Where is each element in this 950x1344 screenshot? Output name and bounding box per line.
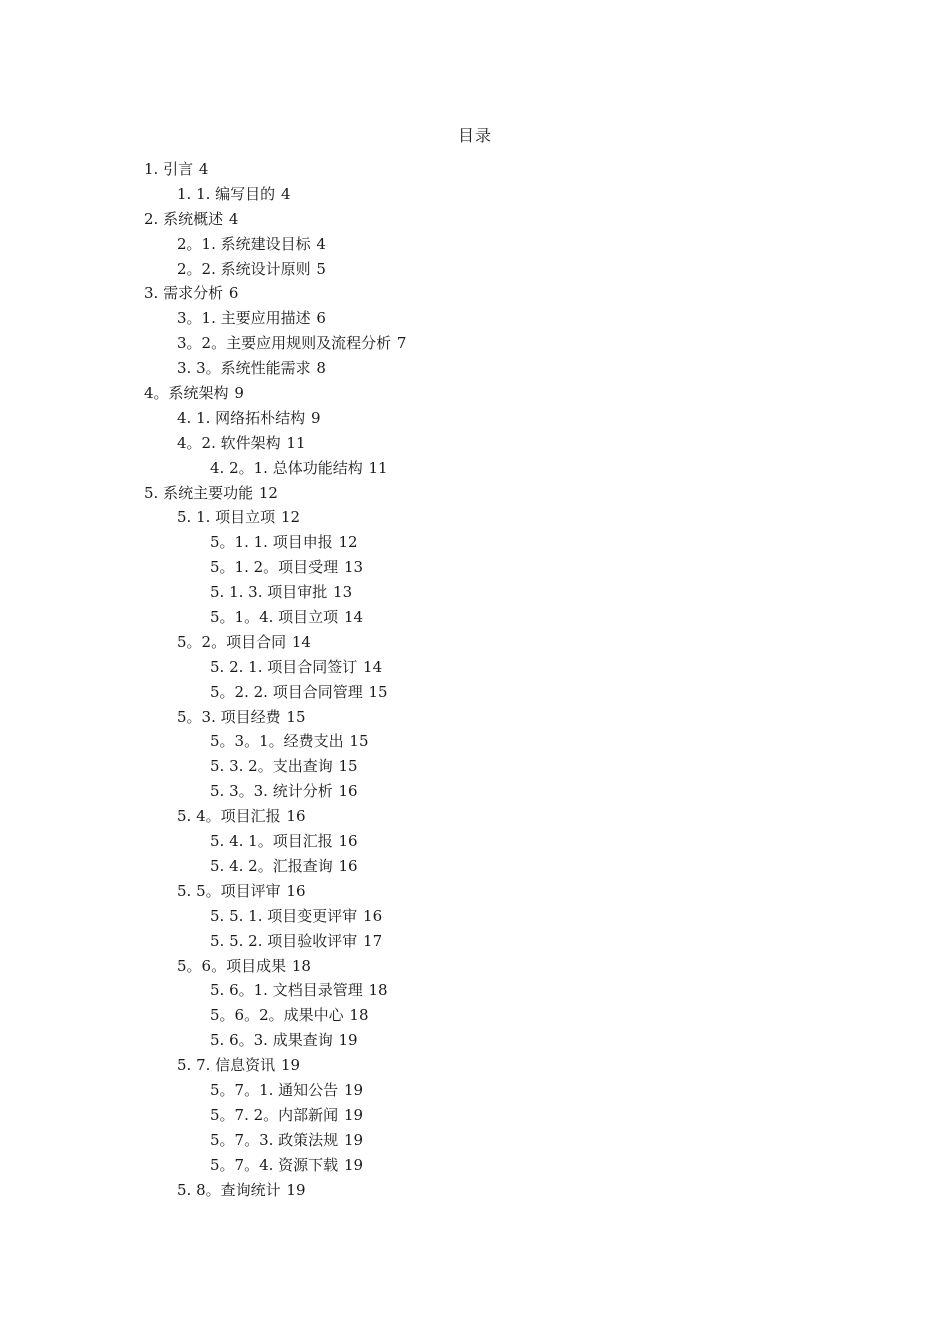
toc-entry-text: 5. 2. 1. 项目合同签订 [210, 657, 358, 676]
toc-entry-text: 3. 3。系统性能需求 [177, 359, 311, 378]
toc-entry[interactable] [0, 655, 950, 680]
toc-entry-page-number: 9 [310, 408, 321, 427]
toc-entry[interactable] [0, 1028, 950, 1053]
toc-entry-text: 5。7。3. 政策法规 [210, 1130, 339, 1149]
toc-entry-page-number: 12 [338, 533, 358, 552]
toc-entry[interactable] [0, 1153, 950, 1178]
toc-entry-text: 5。6。项目成果 [177, 956, 287, 975]
toc-entry[interactable] [0, 954, 950, 979]
toc-entry[interactable] [0, 829, 950, 854]
toc-entry-page-number: 19 [343, 1080, 364, 1099]
toc-entry-page-number: 18 [368, 981, 388, 1000]
toc-entry-text: 2。1. 系统建设目标 [177, 234, 311, 253]
toc-entry-text: 5. 4。项目汇报 [177, 807, 281, 826]
toc-entry[interactable] [0, 1178, 950, 1203]
toc-entry-text: 5. 1. 3. 项目审批 [210, 583, 328, 602]
toc-entry-page-number: 17 [363, 931, 383, 950]
toc-entry[interactable] [0, 257, 950, 282]
toc-entry-page-number: 19 [343, 1155, 364, 1174]
toc-entry-page-number: 18 [291, 956, 311, 975]
toc-entry[interactable] [0, 1003, 950, 1028]
toc-list [0, 157, 950, 1202]
toc-entry[interactable] [0, 481, 950, 506]
toc-entry[interactable] [0, 1103, 950, 1128]
toc-entry[interactable] [0, 381, 950, 406]
toc-entry[interactable] [0, 680, 950, 705]
toc-entry[interactable] [0, 157, 950, 182]
toc-entry-text: 5。2. 2. 项目合同管理 [210, 682, 363, 701]
toc-entry[interactable] [0, 605, 950, 630]
toc-entry[interactable] [0, 630, 950, 655]
toc-entry-page-number: 4 [280, 184, 291, 203]
toc-entry-text: 4. 2。1. 总体功能结构 [210, 458, 363, 477]
toc-entry[interactable] [0, 232, 950, 257]
toc-entry[interactable] [0, 1128, 950, 1153]
toc-entry-text: 5. 5. 2. 项目验收评审 [210, 931, 358, 950]
toc-entry-text: 3。1. 主要应用描述 [177, 309, 311, 328]
toc-entry[interactable] [0, 779, 950, 804]
toc-entry[interactable] [0, 1053, 950, 1078]
toc-entry-text: 5. 4. 1。项目汇报 [210, 832, 333, 851]
toc-entry[interactable] [0, 182, 950, 207]
toc-entry-text: 5. 系统主要功能 [144, 483, 254, 502]
toc-entry-page-number: 14 [343, 608, 364, 627]
toc-entry-page-number: 16 [338, 856, 358, 875]
toc-entry-text: 5. 5. 1. 项目变更评审 [210, 906, 358, 925]
toc-entry-text: 5. 7. 信息资讯 [177, 1056, 276, 1075]
toc-entry[interactable] [0, 580, 950, 605]
toc-entry-page-number: 15 [368, 682, 388, 701]
toc-entry-page-number: 19 [280, 1056, 301, 1075]
toc-entry-page-number: 13 [333, 583, 353, 602]
toc-entry-page-number: 14 [363, 657, 383, 676]
toc-entry-text: 5. 4. 2。汇报查询 [210, 856, 333, 875]
toc-entry-page-number: 4 [198, 160, 209, 178]
toc-entry-text: 5. 5。项目评审 [177, 881, 281, 900]
toc-entry-text: 5. 6。1. 文档目录管理 [210, 981, 363, 1000]
toc-entry-text: 5。1. 1. 项目申报 [210, 533, 333, 552]
toc-entry-page-number: 16 [338, 832, 358, 851]
toc-entry-text: 5。1. 2。项目受理 [210, 558, 339, 577]
toc-entry-page-number: 11 [286, 433, 306, 452]
toc-entry[interactable] [0, 331, 950, 356]
toc-entry-text: 2. 系统概述 [144, 209, 224, 228]
toc-entry[interactable] [0, 281, 950, 306]
toc-entry[interactable] [0, 530, 950, 555]
toc-entry[interactable] [0, 879, 950, 904]
toc-entry[interactable] [0, 978, 950, 1003]
toc-entry-page-number: 12 [280, 508, 301, 527]
toc-entry-page-number: 16 [286, 807, 306, 826]
toc-entry-page-number: 16 [338, 782, 358, 801]
toc-entry-page-number: 19 [286, 1180, 306, 1199]
toc-entry[interactable] [0, 306, 950, 331]
toc-entry-text: 1. 引言 [144, 160, 194, 178]
toc-entry-text: 5。2。项目合同 [177, 632, 287, 651]
toc-entry-page-number: 16 [286, 881, 306, 900]
toc-entry-page-number: 4 [228, 209, 239, 228]
toc-entry-page-number: 6 [316, 309, 326, 328]
toc-entry-text: 4. 1. 网络拓朴结构 [177, 408, 306, 427]
toc-entry[interactable] [0, 904, 950, 929]
toc-entry[interactable] [0, 1078, 950, 1103]
toc-entry-page-number: 6 [228, 284, 239, 303]
toc-entry-page-number: 15 [338, 757, 358, 776]
toc-entry[interactable] [0, 456, 950, 481]
toc-entry-text: 2。2. 系统设计原则 [177, 259, 311, 278]
toc-title: 目录 [457, 126, 492, 145]
toc-entry-page-number: 7 [396, 334, 407, 353]
toc-entry-text: 5。3。1。经费支出 [210, 732, 344, 751]
toc-entry-text: 5。7。4. 资源下载 [210, 1155, 339, 1174]
toc-entry-text: 5. 8。查询统计 [177, 1180, 281, 1199]
toc-entry-text: 5. 1. 项目立项 [177, 508, 276, 527]
toc-entry[interactable] [0, 705, 950, 730]
toc-entry-text: 5。1。4. 项目立项 [210, 608, 339, 627]
toc-entry-page-number: 14 [291, 632, 311, 651]
toc-entry-text: 3。2。主要应用规则及流程分析 [177, 334, 392, 353]
toc-entry-page-number: 9 [234, 384, 244, 403]
toc-entry-page-number: 4 [316, 234, 326, 253]
toc-entry-page-number: 19 [338, 1031, 358, 1050]
toc-entry-text: 1. 1. 编写目的 [177, 184, 276, 203]
toc-entry-page-number: 15 [349, 732, 369, 751]
toc-entry-text: 5. 3。3. 统计分析 [210, 782, 333, 801]
toc-entry-page-number: 12 [258, 483, 278, 502]
toc-entry[interactable] [0, 431, 950, 456]
toc-entry[interactable] [0, 729, 950, 754]
toc-entry[interactable] [0, 929, 950, 954]
toc-entry-text: 4。系统架构 [144, 384, 229, 403]
toc-entry-page-number: 8 [316, 359, 326, 378]
toc-entry[interactable] [0, 207, 950, 232]
toc-entry[interactable] [0, 804, 950, 829]
toc-entry-text: 5. 6。3. 成果查询 [210, 1031, 333, 1050]
toc-entry[interactable] [0, 505, 950, 530]
toc-entry-text: 5。7. 2。内部新闻 [210, 1105, 339, 1124]
toc-entry[interactable] [0, 854, 950, 879]
toc-entry-text: 5。6。2。成果中心 [210, 1006, 344, 1025]
toc-entry-page-number: 5 [316, 259, 326, 278]
toc-entry[interactable] [0, 356, 950, 381]
toc-entry-text: 5。7。1. 通知公告 [210, 1080, 339, 1099]
toc-entry-text: 3. 需求分析 [144, 284, 224, 303]
toc-entry-text: 4。2. 软件架构 [177, 433, 281, 452]
toc-entry-page-number: 18 [349, 1006, 369, 1025]
toc-entry-page-number: 11 [368, 458, 388, 477]
toc-entry-page-number: 19 [343, 1130, 364, 1149]
toc-entry[interactable] [0, 555, 950, 580]
toc-entry-page-number: 16 [363, 906, 383, 925]
toc-entry-text: 5. 3. 2。支出查询 [210, 757, 333, 776]
toc-entry-text: 5。3. 项目经费 [177, 707, 281, 726]
toc-entry[interactable] [0, 754, 950, 779]
toc-entry-page-number: 19 [343, 1105, 364, 1124]
toc-entry[interactable] [0, 406, 950, 431]
toc-entry-page-number: 15 [286, 707, 306, 726]
toc-entry-page-number: 13 [343, 558, 364, 577]
